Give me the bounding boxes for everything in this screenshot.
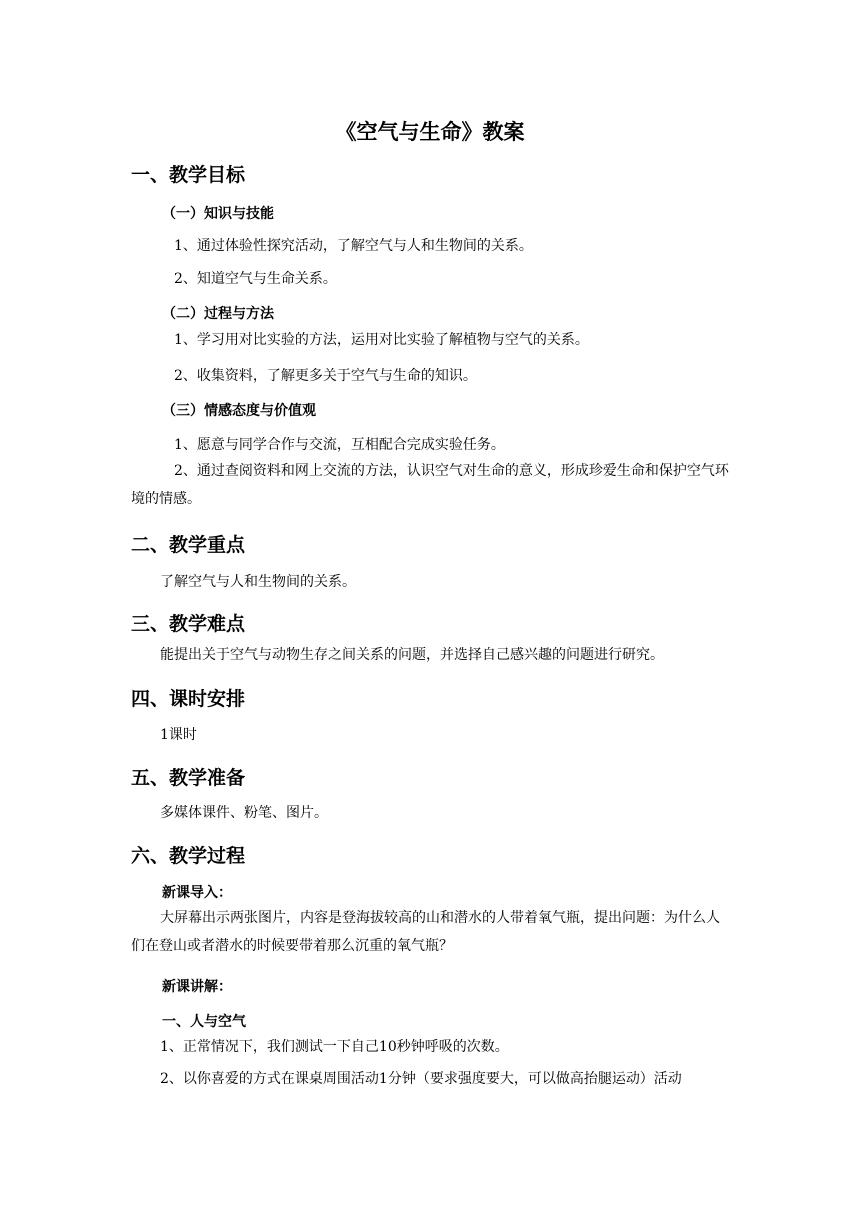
subheading-process-methods: （二）过程与方法: [162, 306, 274, 322]
paragraph: 能提出关于空气与动物生存之间关系的问题，并选择自己感兴趣的问题进行研究。: [160, 647, 664, 663]
paragraph: 2、以你喜爱的方式在课桌周围活动1分钟（要求强度要大，可以做高抬腿运动）活动: [160, 1071, 682, 1087]
paragraph: 2、收集资料，了解更多关于空气与生命的知识。: [174, 368, 477, 384]
subheading-human-and-air: 一、人与空气: [162, 1014, 246, 1030]
paragraph: 1、学习用对比实验的方法，运用对比实验了解植物与空气的关系。: [174, 332, 589, 348]
section-heading-objectives: 一、教学目标: [131, 164, 246, 186]
section-heading-schedule: 四、课时安排: [131, 688, 246, 710]
paragraph: 大屏幕出示两张图片，内容是登海拔较高的山和潜水的人带着氧气瓶，提出问题：为什么人们在登山或者潜水的时候要带着那么沉重的氧气瓶？: [131, 910, 720, 954]
subheading-lesson-lecture: 新课讲解：: [162, 979, 232, 995]
paragraph: 了解空气与人和生物间的关系。: [160, 574, 356, 590]
paragraph: 1、通过体验性探究活动，了解空气与人和生物间的关系。: [174, 238, 533, 254]
paragraph: 1课时: [160, 727, 197, 743]
paragraph: 2、通过查阅资料和网上交流的方法，认识空气对生命的意义，形成珍爱生命和保护空气环境的情感。: [131, 463, 729, 507]
subheading-attitudes-values: （三）情感态度与价值观: [162, 403, 316, 419]
section-heading-preparation: 五、教学准备: [131, 767, 246, 789]
paragraph: 2、知道空气与生命关系。: [174, 271, 337, 287]
paragraph: 多媒体课件、粉笔、图片。: [160, 805, 328, 821]
paragraph: 1、愿意与同学合作与交流，互相配合完成实验任务。: [174, 437, 505, 453]
document-title: 《空气与生命》教案: [335, 120, 525, 144]
subheading-knowledge-skills: （一）知识与技能: [162, 206, 274, 222]
subheading-lesson-intro: 新课导入：: [162, 885, 232, 901]
section-heading-difficulties: 三、教学难点: [131, 613, 246, 635]
paragraph: 1、正常情况下，我们测试一下自己10秒钟呼吸的次数。: [160, 1039, 509, 1055]
section-heading-process: 六、教学过程: [131, 845, 246, 867]
section-heading-key-points: 二、教学重点: [131, 534, 246, 556]
